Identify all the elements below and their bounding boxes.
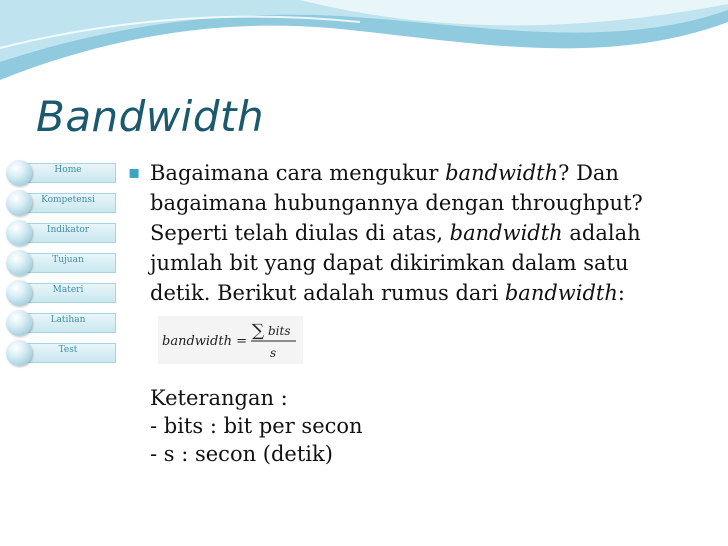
formula-numerator: bits xyxy=(268,324,291,338)
nav-knob-icon xyxy=(6,340,32,366)
bullet-text: adalah jumlah bit yang dapat dikirimkan dalam satu detik. Berikut adalah rumus dari xyxy=(150,221,641,305)
nav-item-label: Tujuan xyxy=(52,255,84,265)
bullet-icon: ▪ xyxy=(128,162,141,183)
notes-block xyxy=(150,384,363,468)
notes-line-s: - s : secon (detik) xyxy=(150,442,333,466)
notes-line-bits: - bits : bit per secon xyxy=(150,414,363,438)
slide-content xyxy=(128,158,688,308)
nav-knob-icon xyxy=(6,310,32,336)
nav-item-label: Test xyxy=(58,345,78,355)
nav-knob-icon xyxy=(6,220,32,246)
bullet-text: ? Dan bagaimana hubungannya dengan throughput? Seperti telah diulas di atas, xyxy=(150,161,643,245)
nav-item-label: Kompetensi xyxy=(41,195,95,205)
bullet-text: Bagaimana cara mengukur xyxy=(150,161,446,185)
notes-heading: Keterangan : xyxy=(150,386,288,410)
nav-item-materi[interactable] xyxy=(6,280,118,306)
bullet-text: : xyxy=(617,281,625,305)
bullet-paragraph xyxy=(150,158,688,308)
nav-item-label: Latihan xyxy=(50,315,86,325)
bandwidth-formula xyxy=(158,316,303,364)
bandwidth-term: bandwidth xyxy=(449,221,563,245)
nav-item-label: Home xyxy=(54,165,82,175)
header-wave-decoration xyxy=(0,0,728,90)
formula-denominator: s xyxy=(270,346,277,360)
nav-knob-icon xyxy=(6,190,32,216)
nav-item-indikator[interactable] xyxy=(6,220,118,246)
nav-item-kompetensi[interactable] xyxy=(6,190,118,216)
formula-sum-icon: ∑ xyxy=(252,321,265,341)
nav-item-home[interactable] xyxy=(6,160,118,186)
nav-item-label: Materi xyxy=(52,285,84,295)
formula-lhs: bandwidth = xyxy=(162,334,247,349)
nav-item-label: Indikator xyxy=(46,225,90,235)
slide-title: Bandwidth xyxy=(36,92,265,141)
nav-item-latihan[interactable] xyxy=(6,310,118,336)
nav-item-tujuan[interactable] xyxy=(6,250,118,276)
nav-knob-icon xyxy=(6,250,32,276)
nav-knob-icon xyxy=(6,160,32,186)
nav-knob-icon xyxy=(6,280,32,306)
nav-item-test[interactable] xyxy=(6,340,118,366)
bandwidth-term: bandwidth xyxy=(504,281,618,305)
bandwidth-term: bandwidth xyxy=(445,161,559,185)
